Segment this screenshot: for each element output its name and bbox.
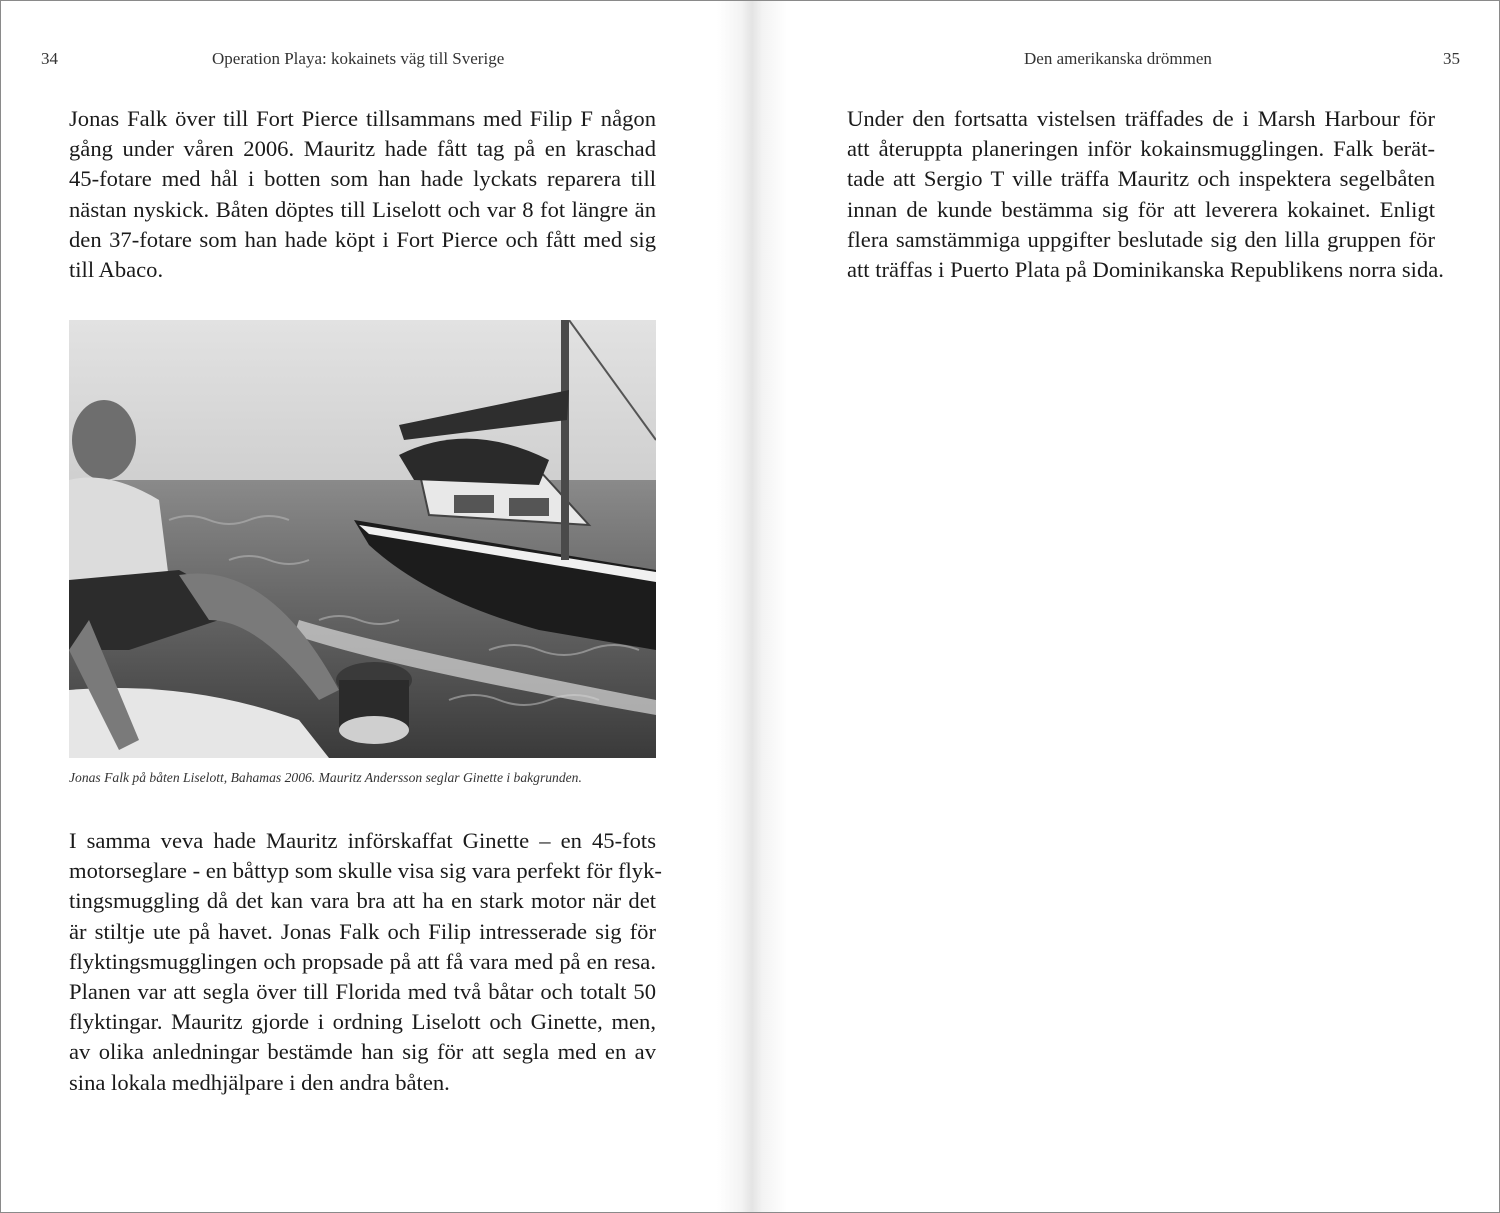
right-page — [761, 1, 1499, 1212]
text-line: flyktingar. Mauritz gjorde i ordning Liselott och Ginette, men, — [69, 1009, 656, 1035]
text-line: att träffas i Puerto Plata på Dominikanska Republikens norra sida. — [847, 257, 1444, 283]
text-line: till Abaco. — [69, 257, 164, 283]
text-line: den 37-fotare som han hade köpt i Fort Pierce och fått med sig — [69, 226, 656, 252]
text-line: är stiltje ute på havet. Jonas Falk och Filip intresserade sig för — [69, 918, 656, 944]
text-line: Planen var att segla över till Florida med två båtar och totalt 50 — [69, 979, 656, 1005]
text-line: I samma veva hade Mauritz införskaffat Ginette – en 45-fots — [69, 828, 656, 853]
right-page-number: 35 — [1443, 49, 1460, 68]
right-paragraph — [847, 104, 1444, 285]
left-page — [1, 1, 741, 1212]
left-paragraph-bottom — [69, 826, 662, 1098]
left-paragraph-top — [69, 104, 656, 285]
text-line: innan de kunde bestämma sig för att leverera kokainet. Enligt — [847, 196, 1435, 222]
text-line: nästan nyskick. Båten döptes till Liselott och var 8 fot längre än — [69, 196, 656, 222]
sailboat-photo-icon — [69, 320, 656, 758]
text-line: tingsmuggling då det kan vara bra att ha en stark motor när det — [69, 888, 656, 914]
photo-caption: Jonas Falk på båten Liselott, Bahamas 2006. Mauritz Andersson seglar Ginette i bakgrunden. — [69, 770, 582, 785]
text-line: av olika anledningar bestämde han sig för att segla med en av — [69, 1039, 656, 1065]
text-line: flyktingsmugglingen och propsade på att få vara med på en resa. — [69, 948, 656, 974]
text-line: 45-fotare med hål i botten som han hade lyckats reparera till — [69, 166, 656, 192]
text-line: tade att Sergio T ville träffa Mauritz och inspektera segelbåten — [847, 166, 1435, 192]
right-running-header: Den amerikanska drömmen — [1024, 49, 1212, 68]
left-running-header: Operation Playa: kokainets väg till Sverige — [212, 49, 505, 68]
text-line: sina lokala medhjälpare i den andra båten. — [69, 1069, 450, 1095]
text-line: flera samstämmiga uppgifter beslutade sig den lilla gruppen för — [847, 226, 1435, 252]
text-line: Under den fortsatta vistelsen träffades de i Marsh Harbour för — [847, 106, 1435, 131]
text-line: att återuppta planeringen inför kokainsmugglingen. Falk berät- — [847, 136, 1435, 162]
text-line: motorseglare - en båttyp som skulle visa sig vara perfekt för flyk- — [69, 858, 662, 884]
text-line: Jonas Falk över till Fort Pierce tillsammans med Filip F någon — [69, 106, 656, 131]
sailboat-photo — [69, 320, 656, 758]
text-line: gång under våren 2006. Mauritz hade fått tag på en kraschad — [69, 136, 656, 162]
left-page-number: 34 — [41, 49, 58, 68]
